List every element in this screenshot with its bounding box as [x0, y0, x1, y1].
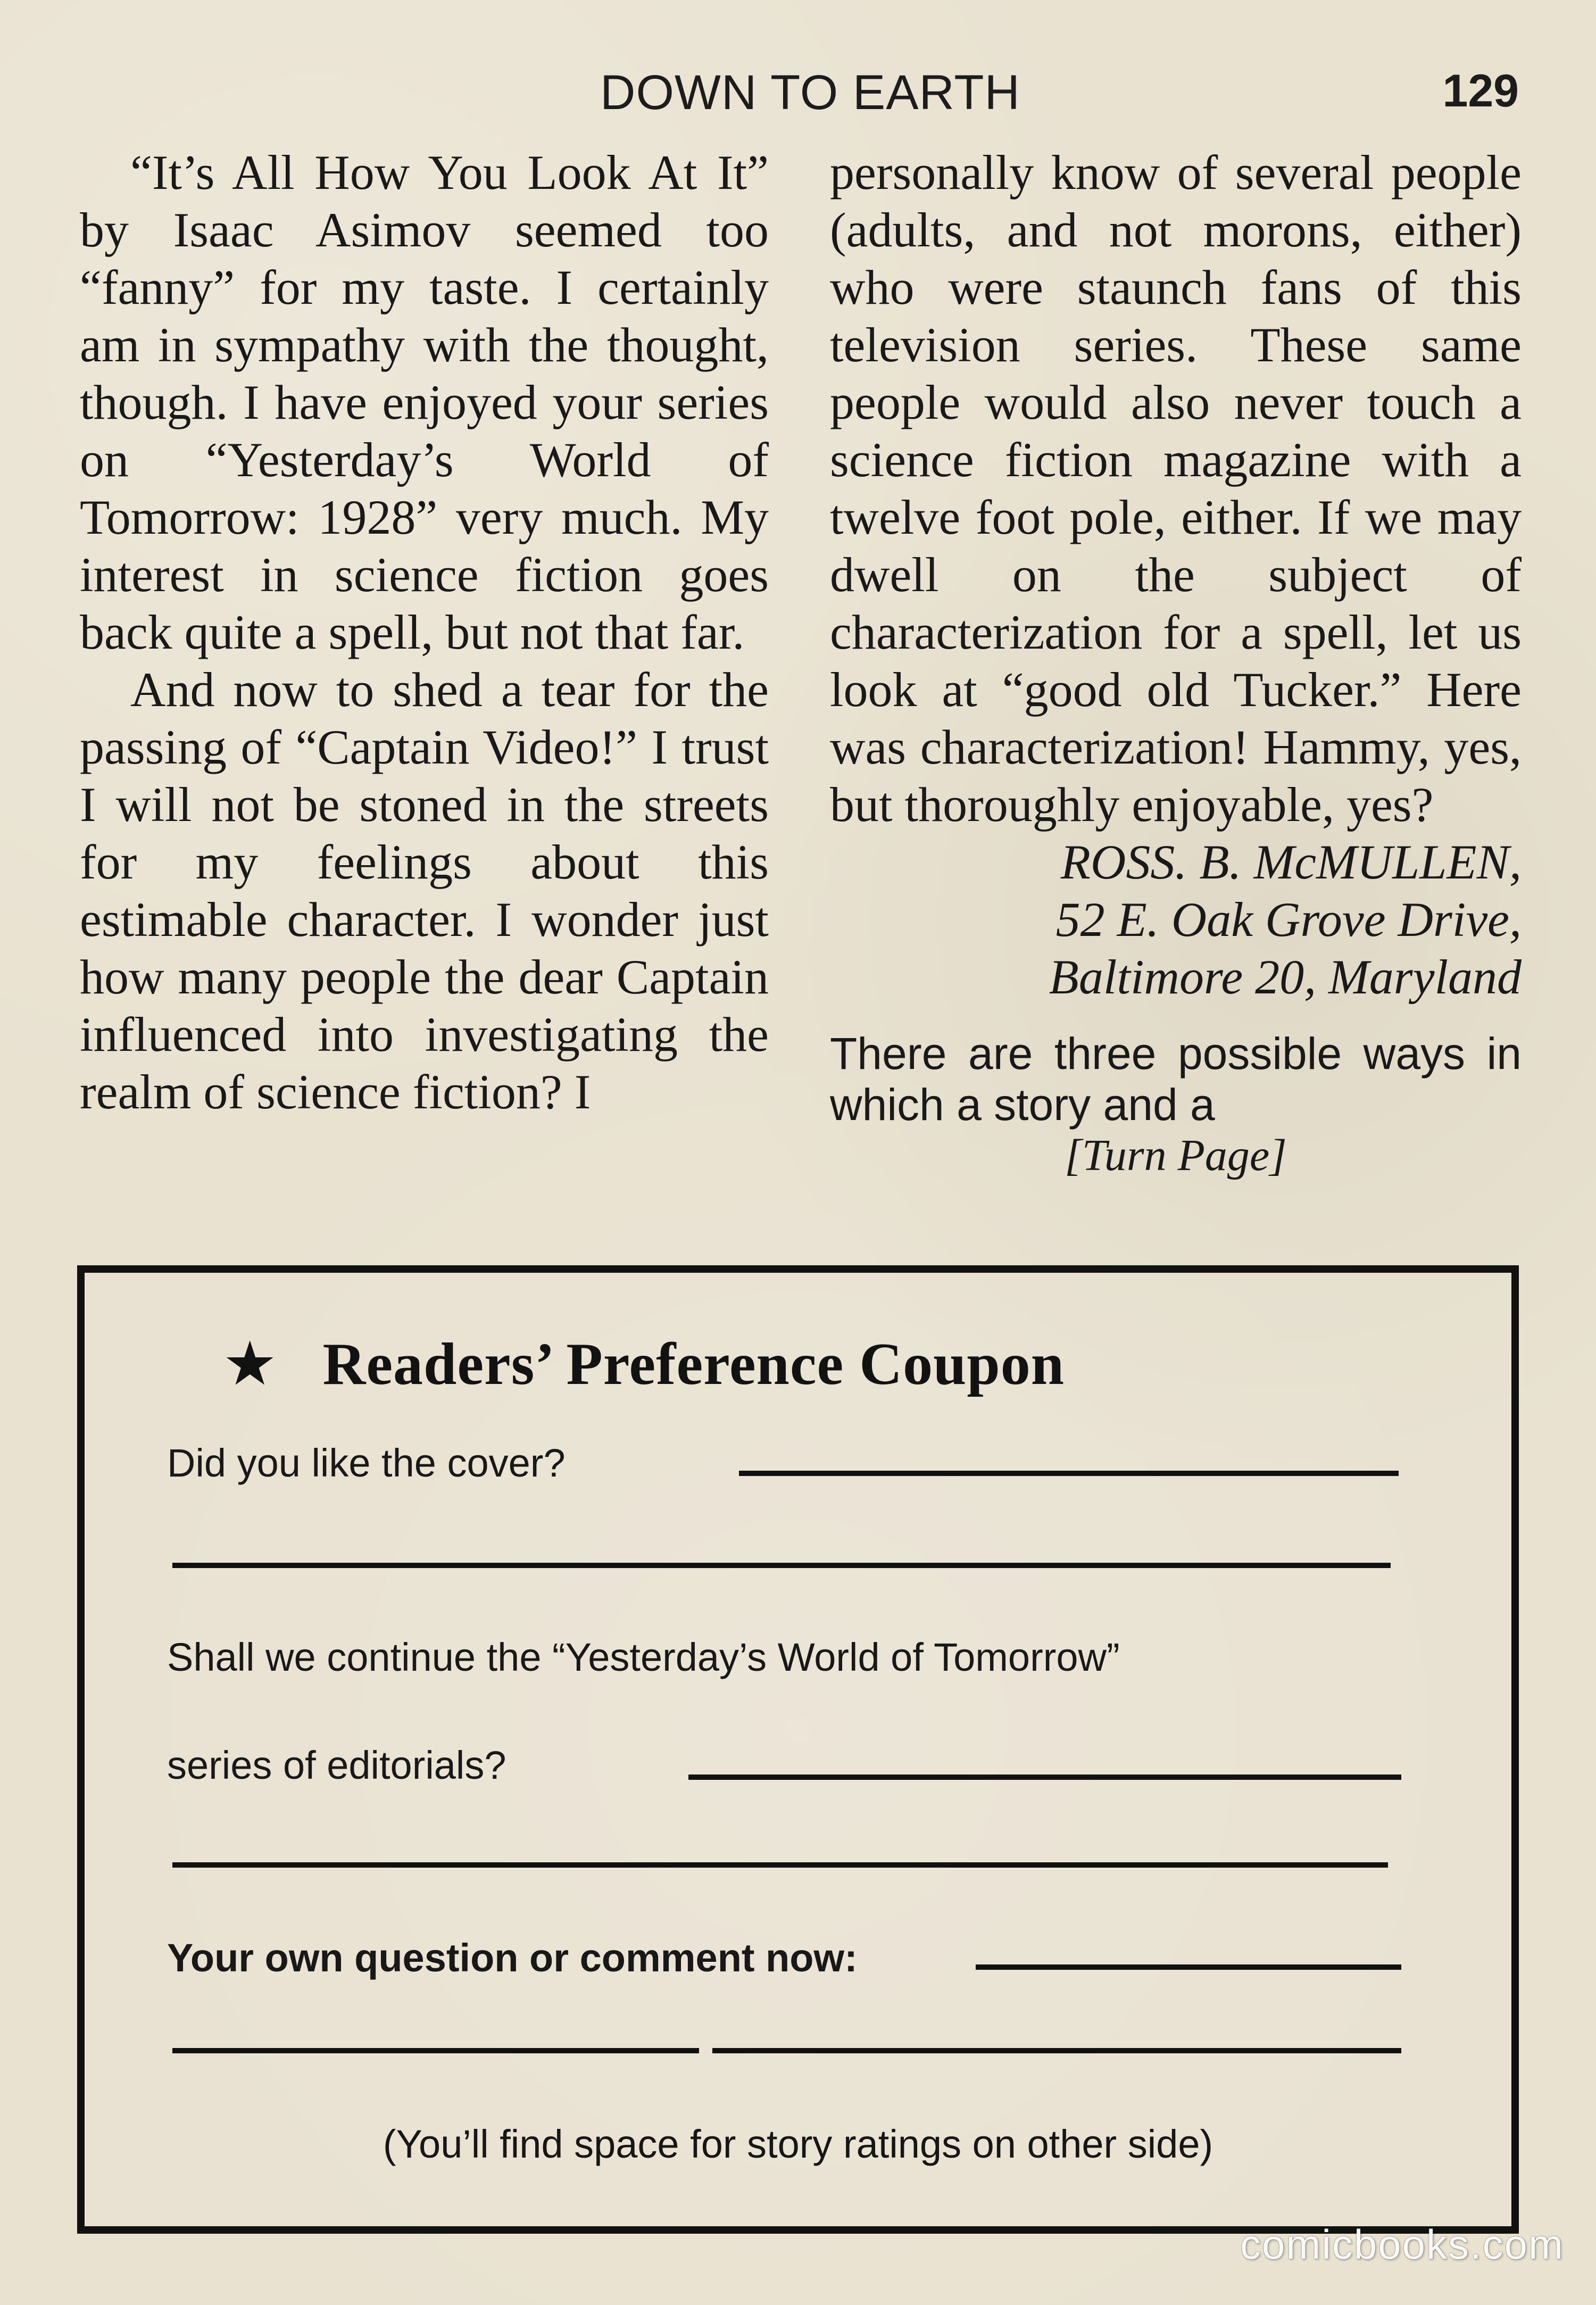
signature-address-line-1: 52 E. Oak Grove Drive, — [1055, 892, 1522, 947]
series-question-line-1: Shall we continue the “Yesterday’s World of Tomorrow” — [167, 1635, 1120, 1679]
coupon-title-text: Readers’ Preference Coupon — [322, 1331, 1065, 1397]
site-watermark: comicbooks.com — [1240, 2221, 1564, 2268]
cover-answer-line-1 — [739, 1471, 1399, 1476]
page-number: 129 — [1442, 65, 1519, 117]
cover-question: Did you like the cover? — [167, 1441, 566, 1485]
series-question-line-2: series of editorials? — [167, 1743, 506, 1787]
letter-signature — [830, 833, 1522, 1006]
readers-preference-coupon — [77, 1265, 1519, 2234]
comment-answer-line-2-left — [172, 2048, 699, 2053]
signature-address-line-2: Baltimore 20, Maryland — [1049, 950, 1522, 1004]
turn-page-note: [Turn Page] — [1065, 1131, 1287, 1180]
right-text-column — [830, 144, 1522, 1181]
signature-name: ROSS. B. McMULLEN, — [1060, 835, 1522, 889]
star-icon: ★ — [226, 1334, 275, 1395]
comment-question: Your own question or comment now: — [167, 1936, 858, 1980]
letter-paragraph-3: personally know of several people (adults, and not morons, either) who were staunch fans of this television series. These same people would also never touch a science fiction magazine with a twelve foot pole, either. If we may dwell on the subject of characterization for a spell, let us look at “good old Tucker.” Here was characterization! Hammy, yes, but thoroughly enjoyable, yes? — [830, 145, 1522, 832]
series-answer-line-2 — [172, 1862, 1388, 1868]
editor-reply-text: There are three possible ways in which a story and a — [830, 1029, 1522, 1130]
letter-paragraph-2: And now to shed a tear for the passing of “Captain Video!” I trust I will not be stoned in the streets for my feelings about this estimable character. I wonder just how many people the dear Captain influenced into investigating the realm of science fiction? I — [80, 662, 769, 1119]
coupon-title — [226, 1330, 1065, 1399]
editor-reply — [830, 1028, 1522, 1181]
series-answer-line-1 — [688, 1775, 1401, 1780]
letter-paragraph-1: “It’s All How You Look At It” by Isaac Asimov seemed too “fanny” for my taste. I certainly am in sympathy with the thought, though. I have enjoyed your series on “Yesterday’s World of Tomorrow: 1928” very much. My interest in science fiction goes back quite a spell, but not that far. — [80, 145, 769, 659]
cover-answer-line-2 — [172, 1563, 1391, 1568]
coupon-footer-note: (You’ll find space for story ratings on other side) — [383, 2122, 1213, 2166]
page-header — [0, 65, 1596, 123]
comment-answer-line-2-right — [712, 2048, 1401, 2053]
left-text-column — [80, 144, 769, 1121]
running-title: DOWN TO EARTH — [600, 65, 1020, 120]
comment-answer-line-1 — [976, 1964, 1401, 1970]
